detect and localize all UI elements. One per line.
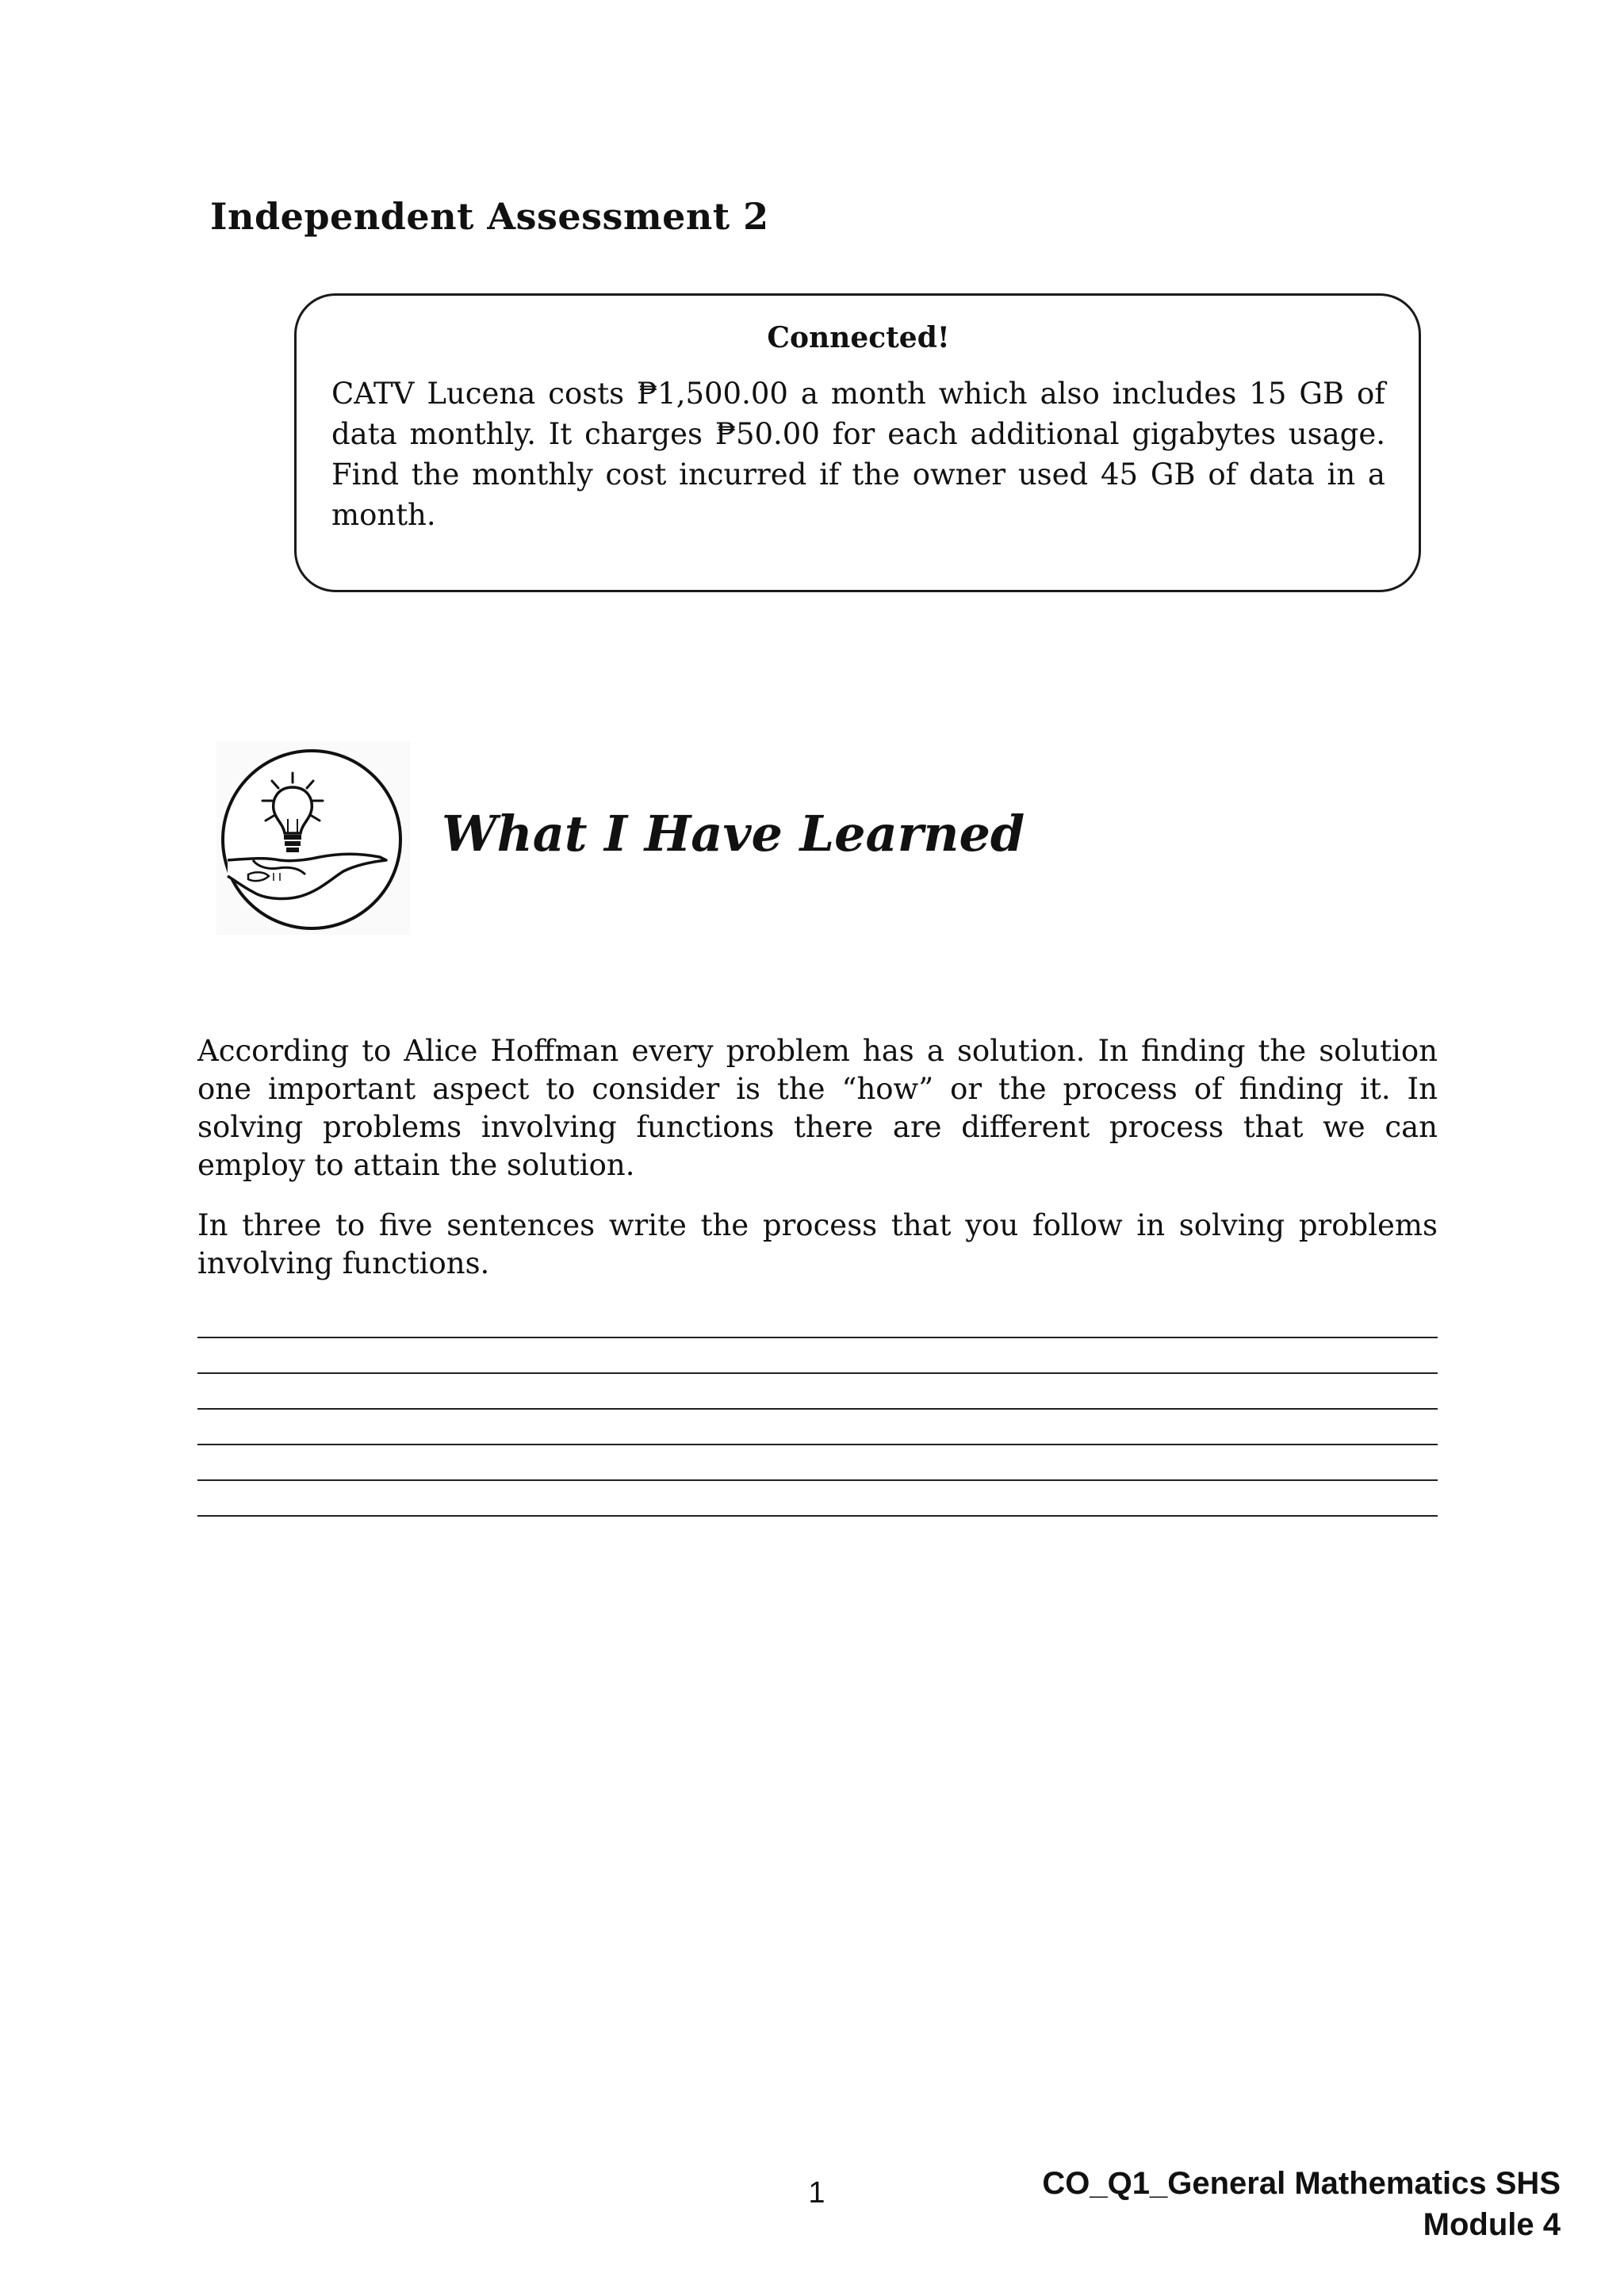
answer-line[interactable] xyxy=(197,1444,1438,1445)
problem-text: CATV Lucena costs ₱1,500.00 a month which also includes 15 GB of data monthly. It charges ₱50.00 for each additional gigabytes usage. Find the monthly cost incurred if the owner used 45 GB of data in a month. xyxy=(331,377,1385,532)
page-number: 1 xyxy=(808,2176,825,2210)
footer-course-line1: CO_Q1_General Mathematics SHS xyxy=(1042,2166,1561,2201)
answer-line[interactable] xyxy=(197,1408,1438,1410)
answer-line[interactable] xyxy=(197,1479,1438,1481)
answer-line[interactable] xyxy=(197,1337,1438,1338)
answer-line[interactable] xyxy=(197,1515,1438,1517)
footer-course-code xyxy=(1042,2163,1561,2245)
what-i-have-learned-title: What I Have Learned xyxy=(442,805,1025,863)
lightbulb-in-hand-icon xyxy=(216,741,410,935)
problem-box xyxy=(294,293,1421,592)
answer-line[interactable] xyxy=(197,1372,1438,1374)
instruction-paragraph: In three to five sentences write the process that you follow in solving problems involving functions. xyxy=(197,1208,1438,1280)
problem-title: Connected! xyxy=(767,321,950,354)
intro-paragraph: According to Alice Hoffman every problem has a solution. In finding the solution one important aspect to consider is the “how” or the process of finding it. In solving problems involving functions there are different process that we can employ to attain the solution. xyxy=(197,1034,1438,1182)
footer-course-line2: Module 4 xyxy=(1423,2207,1561,2242)
section-heading: Independent Assessment 2 xyxy=(210,195,769,238)
